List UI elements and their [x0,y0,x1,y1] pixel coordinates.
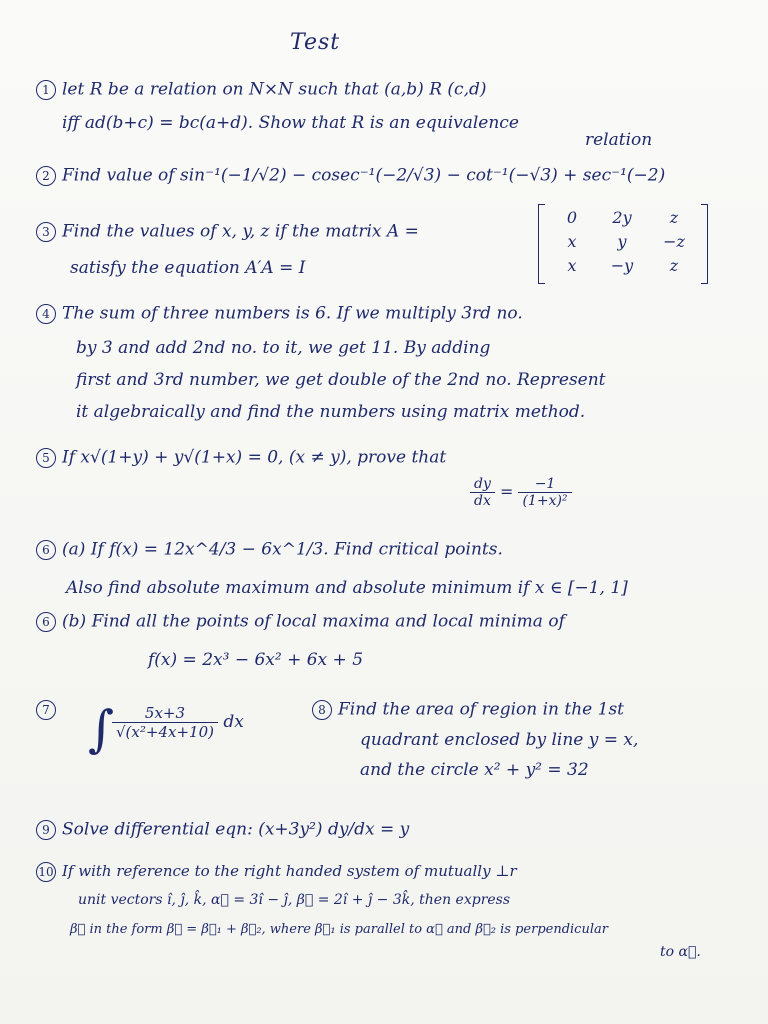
question-part-label: (a) [62,539,86,560]
matrix-cell: x [567,232,577,251]
question-text: If x√(1+y) + y√(1+x) = 0, (x ≠ y), prove that [62,447,447,468]
question-number: 7 [36,700,56,720]
question-text: The sum of three numbers is 6. If we multiply 3rd no. [62,303,523,324]
question-3 [36,222,419,242]
question-4-line-2: by 3 and add 2nd no. to it, we get 11. By adding [76,338,491,358]
question-number: 2 [36,166,56,186]
question-text: Find the values of x, y, z if the matrix A = [62,221,419,242]
question-8-line-3: and the circle x² + y² = 32 [360,760,589,780]
question-1-line-3: relation [585,130,653,150]
matrix-cell: x [567,256,577,275]
question-9 [36,820,409,840]
question-text: Solve differential eqn: (x+3y²) dy/dx = y [62,819,410,840]
question-6a-line-2: Also find absolute maximum and absolute minimum if x ∈ [−1, 1] [66,578,628,598]
question-part-label: (b) [62,611,87,632]
question-8 [312,700,624,720]
matrix-right-bracket [701,204,708,284]
integrand-fraction [112,704,218,741]
question-10-line-4: to α⃗. [660,944,701,960]
question-4-line-3: first and 3rd number, we get double of the 2nd no. Represent [76,370,606,390]
question-text: If with reference to the right handed system of mutually ⊥r [62,862,517,880]
matrix-cell: 2y [612,208,632,227]
question-number: 6 [36,540,56,560]
matrix-cell: −y [610,256,634,275]
differential: dx [223,712,244,732]
question-number: 4 [36,304,56,324]
question-4-line-4: it algebraically and find the numbers using matrix method. [76,402,586,422]
derivative-fraction [470,476,495,509]
question-number: 8 [312,700,332,720]
matrix-left-bracket [538,204,545,284]
fraction-numerator: −1 [518,476,571,493]
matrix-cell: z [669,208,679,227]
question-number: 6 [36,612,56,632]
fraction-numerator: 5x+3 [112,704,218,723]
question-10-line-2: unit vectors î, ĵ, k̂, α⃗ = 3î − ĵ, β⃗ = 2î + ĵ − 3k̂, then express [78,892,511,908]
matrix-a [538,204,708,282]
question-1-line-2: iff ad(b+c) = bc(a+d). Show that R is an equivalence [62,113,519,133]
matrix-cell: 0 [566,208,578,227]
question-number: 3 [36,222,56,242]
question-7 [36,700,62,720]
question-number: 1 [36,80,56,100]
rhs-fraction [518,476,571,509]
question-7-integrand [112,704,244,741]
fraction-numerator: dy [470,476,495,493]
question-number: 5 [36,448,56,468]
matrix-cell: y [617,232,627,251]
question-6a [36,540,503,560]
question-3-line-2: satisfy the equation A′A = I [70,258,306,278]
question-number: 10 [36,862,56,882]
matrix-cell: z [669,256,679,275]
page-title: Test [290,30,341,55]
question-text: let R be a relation on N×N such that (a,b) R (c,d) [62,79,487,100]
question-10 [36,862,517,882]
integral-sign: ∫ [88,700,115,758]
question-text: Find all the points of local maxima and local minima of [91,611,565,632]
question-6b [36,612,565,632]
question-10-line-3: β⃗ in the form β⃗ = β⃗₁ + β⃗₂, where β⃗₁ is parallel to α⃗ and β⃗₂ is perpendicular [70,922,608,937]
equals-sign: = [499,482,514,501]
question-5 [36,448,446,468]
question-4 [36,304,523,324]
fraction-denominator: (1+x)² [522,493,568,509]
question-text: Find value of sin⁻¹(−1/√2) − cosec⁻¹(−2/√3) − cot⁻¹(−√3) + sec⁻¹(−2) [62,165,666,186]
fraction-denominator: dx [474,493,491,509]
question-5-result [470,476,572,509]
fraction-denominator: √(x²+4x+10) [116,723,214,741]
question-number: 9 [36,820,56,840]
question-6b-line-2: f(x) = 2x³ − 6x² + 6x + 5 [148,650,364,670]
question-1 [36,80,487,100]
matrix-cell: −z [663,232,685,251]
question-2 [36,166,665,186]
question-text: If f(x) = 12x^4/3 − 6x^1/3. Find critical points. [90,539,503,560]
question-8-line-2: quadrant enclosed by line y = x, [360,730,639,750]
question-text: Find the area of region in the 1st [338,699,625,720]
